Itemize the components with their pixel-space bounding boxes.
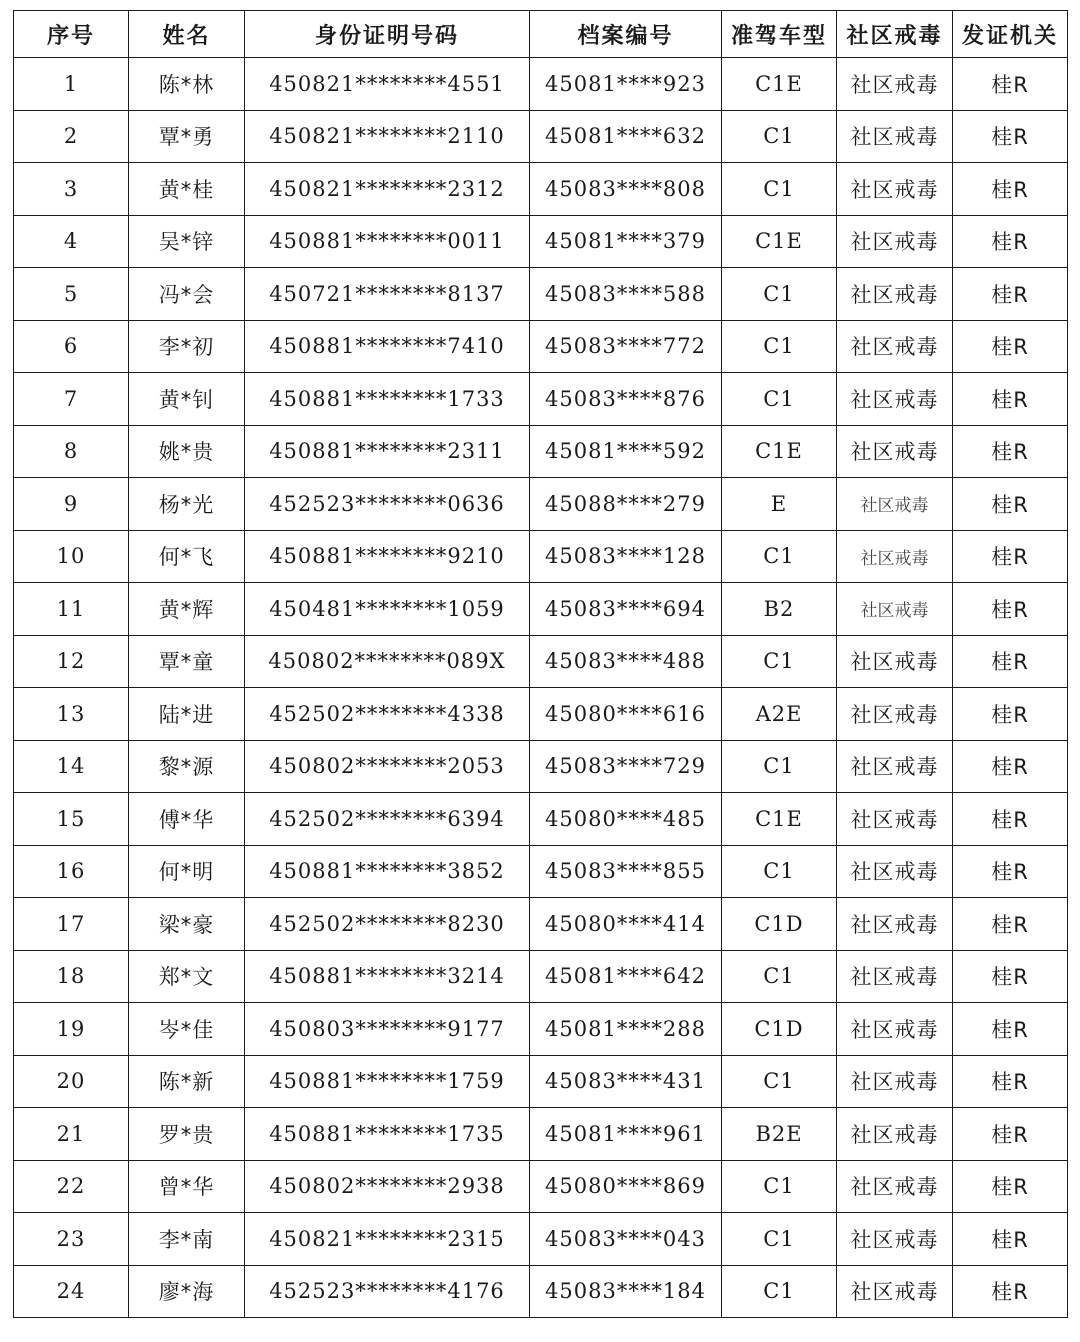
cell-id-number: 450881********2311 xyxy=(245,425,530,478)
cell-name: 冯*会 xyxy=(129,268,245,321)
cell-id-number: 450802********2938 xyxy=(245,1160,530,1213)
cell-file-number: 45081****379 xyxy=(530,215,722,268)
cell-id-number: 450881********1759 xyxy=(245,1055,530,1108)
cell-file-number: 45081****592 xyxy=(530,425,722,478)
table-row xyxy=(14,688,1068,741)
cell-issuing-authority: 桂R xyxy=(953,1213,1068,1266)
table-header-row xyxy=(14,11,1068,58)
cell-issuing-authority: 桂R xyxy=(953,478,1068,531)
cell-community-rehab: 社区戒毒 xyxy=(837,845,953,898)
cell-license-class: C1 xyxy=(722,740,837,793)
cell-index: 6 xyxy=(14,320,129,373)
cell-id-number: 450821********2312 xyxy=(245,163,530,216)
cell-file-number: 45081****642 xyxy=(530,950,722,1003)
table-row xyxy=(14,1108,1068,1161)
header-community-rehab: 社区戒毒 xyxy=(837,11,953,58)
cell-issuing-authority: 桂R xyxy=(953,1055,1068,1108)
cell-license-class: C1 xyxy=(722,845,837,898)
cell-community-rehab: 社区戒毒 xyxy=(837,583,953,636)
header-issuing-authority: 发证机关 xyxy=(953,11,1068,58)
cell-id-number: 450803********9177 xyxy=(245,1003,530,1056)
cell-index: 1 xyxy=(14,58,129,111)
cell-id-number: 450821********2110 xyxy=(245,110,530,163)
cell-id-number: 452502********8230 xyxy=(245,898,530,951)
table-row xyxy=(14,110,1068,163)
cell-name: 李*初 xyxy=(129,320,245,373)
cell-name: 陈*新 xyxy=(129,1055,245,1108)
cell-file-number: 45088****279 xyxy=(530,478,722,531)
cell-index: 12 xyxy=(14,635,129,688)
table-row xyxy=(14,1003,1068,1056)
cell-index: 10 xyxy=(14,530,129,583)
cell-community-rehab: 社区戒毒 xyxy=(837,688,953,741)
table-row xyxy=(14,1213,1068,1266)
cell-file-number: 45080****414 xyxy=(530,898,722,951)
cell-id-number: 450821********2315 xyxy=(245,1213,530,1266)
records-sheet xyxy=(13,10,1068,1318)
cell-file-number: 45080****869 xyxy=(530,1160,722,1213)
cell-license-class: C1 xyxy=(722,530,837,583)
cell-name: 覃*童 xyxy=(129,635,245,688)
cell-community-rehab: 社区戒毒 xyxy=(837,110,953,163)
cell-license-class: C1 xyxy=(722,320,837,373)
table-row xyxy=(14,1160,1068,1213)
cell-index: 22 xyxy=(14,1160,129,1213)
header-name: 姓名 xyxy=(129,11,245,58)
table-row xyxy=(14,845,1068,898)
cell-file-number: 45083****184 xyxy=(530,1265,722,1318)
cell-id-number: 450881********3852 xyxy=(245,845,530,898)
cell-community-rehab: 社区戒毒 xyxy=(837,1055,953,1108)
cell-name: 黄*辉 xyxy=(129,583,245,636)
cell-issuing-authority: 桂R xyxy=(953,215,1068,268)
header-id-number: 身份证明号码 xyxy=(245,11,530,58)
header-file-number: 档案编号 xyxy=(530,11,722,58)
cell-id-number: 452502********4338 xyxy=(245,688,530,741)
cell-file-number: 45083****694 xyxy=(530,583,722,636)
cell-license-class: C1 xyxy=(722,1213,837,1266)
cell-file-number: 45083****488 xyxy=(530,635,722,688)
cell-index: 9 xyxy=(14,478,129,531)
cell-community-rehab: 社区戒毒 xyxy=(837,740,953,793)
cell-license-class: C1D xyxy=(722,898,837,951)
cell-name: 郑*文 xyxy=(129,950,245,1003)
cell-id-number: 450721********8137 xyxy=(245,268,530,321)
table-row xyxy=(14,1055,1068,1108)
cell-name: 李*南 xyxy=(129,1213,245,1266)
cell-index: 13 xyxy=(14,688,129,741)
cell-issuing-authority: 桂R xyxy=(953,425,1068,478)
cell-name: 何*明 xyxy=(129,845,245,898)
cell-license-class: C1E xyxy=(722,425,837,478)
cell-community-rehab: 社区戒毒 xyxy=(837,425,953,478)
header-index: 序号 xyxy=(14,11,129,58)
cell-license-class: C1 xyxy=(722,1055,837,1108)
cell-license-class: B2E xyxy=(722,1108,837,1161)
cell-license-class: C1 xyxy=(722,268,837,321)
cell-name: 梁*豪 xyxy=(129,898,245,951)
header-license-class: 准驾车型 xyxy=(722,11,837,58)
table-row xyxy=(14,583,1068,636)
cell-issuing-authority: 桂R xyxy=(953,793,1068,846)
cell-id-number: 450881********3214 xyxy=(245,950,530,1003)
cell-file-number: 45081****288 xyxy=(530,1003,722,1056)
cell-license-class: C1 xyxy=(722,635,837,688)
cell-name: 廖*海 xyxy=(129,1265,245,1318)
cell-name: 姚*贵 xyxy=(129,425,245,478)
cell-index: 14 xyxy=(14,740,129,793)
cell-file-number: 45081****632 xyxy=(530,110,722,163)
table-row xyxy=(14,58,1068,111)
cell-file-number: 45080****485 xyxy=(530,793,722,846)
cell-file-number: 45083****588 xyxy=(530,268,722,321)
table-row xyxy=(14,1265,1068,1318)
cell-license-class: A2E xyxy=(722,688,837,741)
cell-license-class: C1E xyxy=(722,793,837,846)
cell-file-number: 45083****808 xyxy=(530,163,722,216)
cell-index: 4 xyxy=(14,215,129,268)
cell-index: 19 xyxy=(14,1003,129,1056)
cell-license-class: C1 xyxy=(722,163,837,216)
table-row xyxy=(14,898,1068,951)
cell-community-rehab: 社区戒毒 xyxy=(837,530,953,583)
table-row xyxy=(14,478,1068,531)
cell-file-number: 45083****855 xyxy=(530,845,722,898)
cell-issuing-authority: 桂R xyxy=(953,740,1068,793)
cell-file-number: 45083****128 xyxy=(530,530,722,583)
table-row xyxy=(14,793,1068,846)
cell-name: 黄*钊 xyxy=(129,373,245,426)
cell-community-rehab: 社区戒毒 xyxy=(837,1265,953,1318)
cell-name: 陆*进 xyxy=(129,688,245,741)
table-row xyxy=(14,320,1068,373)
cell-index: 7 xyxy=(14,373,129,426)
cell-id-number: 452523********4176 xyxy=(245,1265,530,1318)
cell-file-number: 45083****431 xyxy=(530,1055,722,1108)
cell-license-class: C1D xyxy=(722,1003,837,1056)
cell-id-number: 452523********0636 xyxy=(245,478,530,531)
records-table xyxy=(13,10,1068,1318)
cell-index: 17 xyxy=(14,898,129,951)
cell-license-class: B2 xyxy=(722,583,837,636)
cell-file-number: 45080****616 xyxy=(530,688,722,741)
cell-name: 黎*源 xyxy=(129,740,245,793)
table-row xyxy=(14,530,1068,583)
cell-index: 8 xyxy=(14,425,129,478)
cell-issuing-authority: 桂R xyxy=(953,1160,1068,1213)
cell-name: 吴*锌 xyxy=(129,215,245,268)
cell-file-number: 45083****876 xyxy=(530,373,722,426)
table-row xyxy=(14,163,1068,216)
cell-index: 16 xyxy=(14,845,129,898)
cell-community-rehab: 社区戒毒 xyxy=(837,635,953,688)
cell-file-number: 45081****961 xyxy=(530,1108,722,1161)
cell-community-rehab: 社区戒毒 xyxy=(837,1160,953,1213)
cell-issuing-authority: 桂R xyxy=(953,530,1068,583)
cell-community-rehab: 社区戒毒 xyxy=(837,320,953,373)
cell-issuing-authority: 桂R xyxy=(953,583,1068,636)
cell-issuing-authority: 桂R xyxy=(953,373,1068,426)
cell-index: 2 xyxy=(14,110,129,163)
cell-index: 3 xyxy=(14,163,129,216)
table-row xyxy=(14,635,1068,688)
cell-id-number: 450881********7410 xyxy=(245,320,530,373)
cell-issuing-authority: 桂R xyxy=(953,1003,1068,1056)
cell-issuing-authority: 桂R xyxy=(953,1265,1068,1318)
cell-index: 15 xyxy=(14,793,129,846)
cell-community-rehab: 社区戒毒 xyxy=(837,478,953,531)
cell-index: 18 xyxy=(14,950,129,1003)
cell-index: 23 xyxy=(14,1213,129,1266)
cell-id-number: 450802********089X xyxy=(245,635,530,688)
cell-name: 黄*桂 xyxy=(129,163,245,216)
cell-issuing-authority: 桂R xyxy=(953,845,1068,898)
cell-file-number: 45083****729 xyxy=(530,740,722,793)
cell-id-number: 450881********0011 xyxy=(245,215,530,268)
cell-name: 罗*贵 xyxy=(129,1108,245,1161)
table-body xyxy=(14,58,1068,1318)
cell-name: 岑*佳 xyxy=(129,1003,245,1056)
table-row xyxy=(14,215,1068,268)
cell-index: 11 xyxy=(14,583,129,636)
cell-name: 何*飞 xyxy=(129,530,245,583)
cell-issuing-authority: 桂R xyxy=(953,688,1068,741)
cell-name: 傅*华 xyxy=(129,793,245,846)
cell-issuing-authority: 桂R xyxy=(953,1108,1068,1161)
cell-index: 24 xyxy=(14,1265,129,1318)
cell-license-class: C1 xyxy=(722,110,837,163)
cell-issuing-authority: 桂R xyxy=(953,110,1068,163)
cell-file-number: 45081****923 xyxy=(530,58,722,111)
table-row xyxy=(14,373,1068,426)
cell-license-class: C1E xyxy=(722,215,837,268)
cell-index: 20 xyxy=(14,1055,129,1108)
cell-id-number: 452502********6394 xyxy=(245,793,530,846)
cell-community-rehab: 社区戒毒 xyxy=(837,1003,953,1056)
cell-community-rehab: 社区戒毒 xyxy=(837,1213,953,1266)
table-row xyxy=(14,740,1068,793)
table-row xyxy=(14,425,1068,478)
cell-issuing-authority: 桂R xyxy=(953,950,1068,1003)
cell-community-rehab: 社区戒毒 xyxy=(837,58,953,111)
cell-community-rehab: 社区戒毒 xyxy=(837,898,953,951)
cell-id-number: 450881********1735 xyxy=(245,1108,530,1161)
cell-community-rehab: 社区戒毒 xyxy=(837,950,953,1003)
cell-id-number: 450821********4551 xyxy=(245,58,530,111)
table-row xyxy=(14,268,1068,321)
cell-issuing-authority: 桂R xyxy=(953,635,1068,688)
cell-license-class: C1E xyxy=(722,58,837,111)
cell-id-number: 450881********1733 xyxy=(245,373,530,426)
table-row xyxy=(14,950,1068,1003)
cell-name: 曾*华 xyxy=(129,1160,245,1213)
cell-license-class: C1 xyxy=(722,373,837,426)
cell-license-class: C1 xyxy=(722,1160,837,1213)
cell-name: 覃*勇 xyxy=(129,110,245,163)
cell-name: 陈*林 xyxy=(129,58,245,111)
cell-issuing-authority: 桂R xyxy=(953,320,1068,373)
cell-id-number: 450802********2053 xyxy=(245,740,530,793)
cell-index: 5 xyxy=(14,268,129,321)
cell-file-number: 45083****772 xyxy=(530,320,722,373)
cell-community-rehab: 社区戒毒 xyxy=(837,163,953,216)
cell-community-rehab: 社区戒毒 xyxy=(837,373,953,426)
cell-license-class: E xyxy=(722,478,837,531)
cell-license-class: C1 xyxy=(722,1265,837,1318)
cell-id-number: 450481********1059 xyxy=(245,583,530,636)
cell-file-number: 45083****043 xyxy=(530,1213,722,1266)
cell-community-rehab: 社区戒毒 xyxy=(837,215,953,268)
cell-issuing-authority: 桂R xyxy=(953,268,1068,321)
cell-issuing-authority: 桂R xyxy=(953,898,1068,951)
cell-name: 杨*光 xyxy=(129,478,245,531)
cell-issuing-authority: 桂R xyxy=(953,58,1068,111)
cell-community-rehab: 社区戒毒 xyxy=(837,268,953,321)
cell-community-rehab: 社区戒毒 xyxy=(837,793,953,846)
cell-issuing-authority: 桂R xyxy=(953,163,1068,216)
cell-community-rehab: 社区戒毒 xyxy=(837,1108,953,1161)
cell-id-number: 450881********9210 xyxy=(245,530,530,583)
cell-index: 21 xyxy=(14,1108,129,1161)
cell-license-class: C1 xyxy=(722,950,837,1003)
